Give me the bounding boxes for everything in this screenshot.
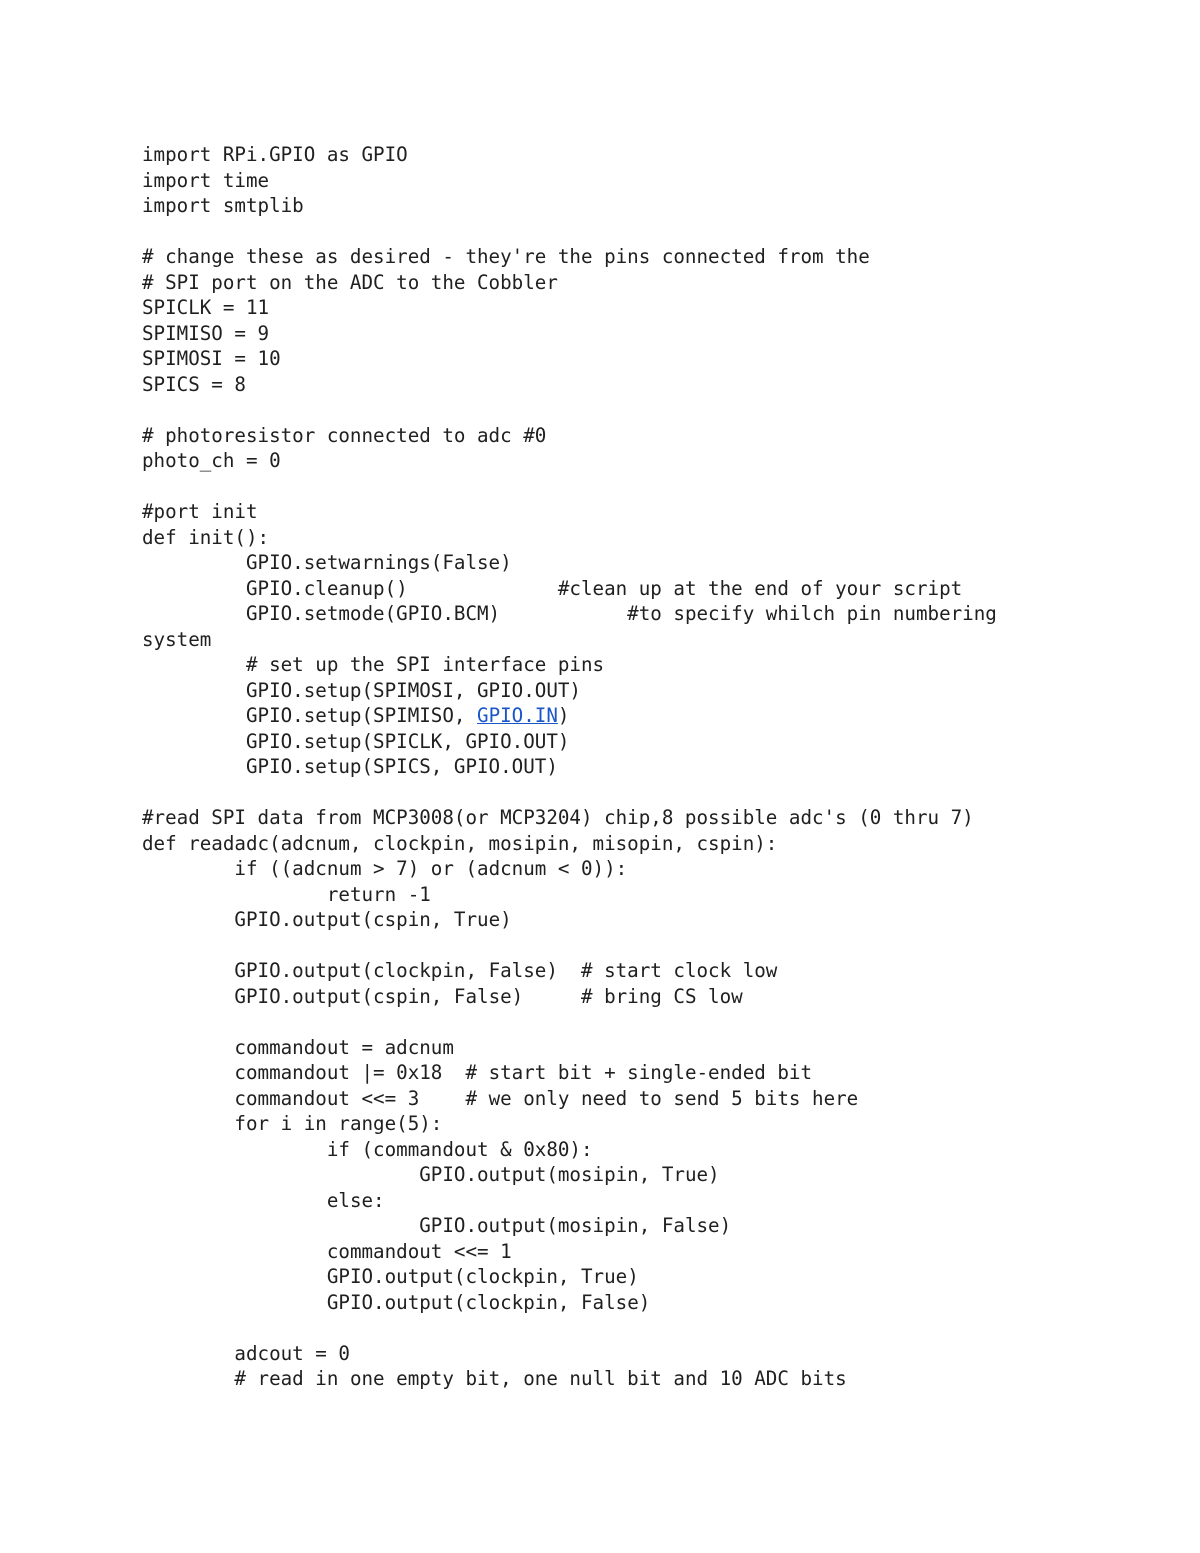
code-line: [142, 1341, 1142, 1367]
code-line: [142, 601, 1142, 627]
code-text: import RPi.GPIO as GPIO: [142, 143, 408, 166]
code-text: GPIO.setup(SPIMOSI, GPIO.OUT): [245, 678, 581, 702]
code-text: if (commandout & 0x80):: [326, 1137, 593, 1161]
code-text: GPIO.cleanup() #clean up at the end of your script: [245, 576, 963, 600]
code-text-after-link: ): [557, 704, 570, 727]
code-text: # SPI port on the ADC to the Cobbler: [142, 270, 558, 294]
code-line: [142, 780, 1142, 806]
code-text: #port init: [142, 500, 258, 523]
code-line: [142, 1188, 1142, 1214]
code-line: [142, 856, 1142, 882]
code-text: # set up the SPI interface pins: [245, 653, 605, 676]
code-line: [142, 474, 1142, 500]
code-indent: [142, 883, 327, 906]
code-text: system: [142, 627, 212, 651]
code-text: GPIO.setup(SPIMISO,: [245, 704, 478, 727]
code-indent: [142, 857, 234, 880]
code-indent: [142, 1342, 234, 1365]
code-line: [142, 754, 1142, 780]
code-line: [142, 882, 1142, 908]
code-line: [142, 831, 1142, 857]
code-text: GPIO.setup(SPICS, GPIO.OUT): [245, 755, 558, 778]
code-line: [142, 397, 1142, 423]
code-text: SPIMOSI = 10: [142, 347, 281, 370]
code-text: GPIO.output(clockpin, False) # start clock low: [234, 959, 778, 982]
code-line: [142, 1035, 1142, 1061]
code-line: [142, 244, 1142, 270]
code-indent: [142, 1163, 419, 1186]
code-text: GPIO.output(clockpin, True): [326, 1265, 639, 1288]
code-text: for i in range(5):: [234, 1112, 443, 1135]
code-line: [142, 678, 1142, 704]
code-line: [142, 907, 1142, 933]
code-text: # change these as desired - they're the pins connected from the: [142, 245, 870, 268]
code-indent: [142, 1214, 419, 1237]
code-line: [142, 423, 1142, 449]
code-line: [142, 1213, 1142, 1239]
code-line: [142, 1366, 1142, 1392]
code-indent: [142, 653, 246, 676]
code-line: [142, 346, 1142, 372]
code-line: [142, 168, 1142, 194]
code-text: commandout <<= 3 # we only need to send 5 bits here: [234, 1086, 859, 1110]
code-line: [142, 729, 1142, 755]
code-text: photo_ch = 0: [142, 449, 281, 472]
code-line: [142, 933, 1142, 959]
code-listing: [142, 142, 1142, 1392]
code-line: [142, 1162, 1142, 1188]
code-line: [142, 295, 1142, 321]
code-text: # photoresistor connected to adc #0: [142, 423, 547, 447]
code-text: def init():: [142, 525, 270, 549]
code-indent: [142, 985, 234, 1008]
code-indent: [142, 1367, 234, 1390]
code-line: [142, 1111, 1142, 1137]
code-text: else:: [326, 1188, 385, 1212]
code-text: SPIMISO = 9: [142, 321, 270, 345]
code-indent: [142, 1138, 327, 1161]
code-indent: [142, 1189, 327, 1212]
code-text: return -1: [326, 882, 431, 906]
code-line: [142, 703, 1142, 729]
code-line: [142, 1009, 1142, 1035]
code-text: # read in one empty bit, one null bit and 10 ADC bits: [234, 1367, 847, 1390]
code-text: commandout |= 0x18 # start bit + single-ended bit: [234, 1061, 813, 1084]
code-indent: [142, 959, 234, 982]
code-line: [142, 448, 1142, 474]
code-text: GPIO.output(clockpin, False): [326, 1290, 651, 1314]
code-line: [142, 219, 1142, 245]
code-text: GPIO.output(cspin, True): [234, 908, 512, 931]
code-line: [142, 142, 1142, 168]
code-line: [142, 270, 1142, 296]
code-indent: [142, 730, 246, 753]
code-line: [142, 1060, 1142, 1086]
code-indent: [142, 679, 246, 702]
code-text: GPIO.setup(SPICLK, GPIO.OUT): [245, 729, 570, 753]
code-line: [142, 321, 1142, 347]
code-text: GPIO.output(mosipin, False): [419, 1214, 732, 1237]
code-indent: [142, 1240, 327, 1263]
code-indent: [142, 755, 246, 778]
code-line: [142, 525, 1142, 551]
code-line: [142, 984, 1142, 1010]
code-line: [142, 372, 1142, 398]
code-text: GPIO.output(mosipin, True): [419, 1163, 720, 1186]
code-indent: [142, 1291, 327, 1314]
code-indent: [142, 1061, 234, 1084]
code-line: [142, 550, 1142, 576]
code-text: GPIO.setwarnings(False): [245, 551, 512, 574]
code-line: [142, 1290, 1142, 1316]
code-line: [142, 652, 1142, 678]
code-line: [142, 805, 1142, 831]
code-indent: [142, 704, 246, 727]
code-indent: [142, 577, 246, 600]
code-indent: [142, 1112, 234, 1135]
code-indent: [142, 602, 246, 625]
code-line: [142, 576, 1142, 602]
code-line: [142, 1239, 1142, 1265]
code-text: GPIO.setmode(GPIO.BCM) #to specify whilch pin numbering: [245, 602, 997, 625]
code-text: #read SPI data from MCP3008(or MCP3204) chip,8 possible adc's (0 thru 7): [142, 806, 974, 829]
code-text: adcout = 0: [234, 1341, 350, 1365]
code-indent: [142, 908, 234, 931]
code-indent: [142, 551, 246, 574]
code-text: GPIO.output(cspin, False) # bring CS low: [234, 984, 743, 1008]
code-text: SPICLK = 11: [142, 296, 270, 319]
code-indent: [142, 1265, 327, 1288]
code-line: [142, 193, 1142, 219]
code-line: [142, 627, 1142, 653]
code-indent: [142, 1036, 234, 1059]
code-indent: [142, 1087, 234, 1110]
code-text: SPICS = 8: [142, 372, 246, 396]
code-text: def readadc(adcnum, clockpin, mosipin, misopin, cspin):: [142, 831, 778, 855]
code-line: [142, 958, 1142, 984]
code-line: [142, 1137, 1142, 1163]
code-text: if ((adcnum > 7) or (adcnum < 0)):: [234, 857, 628, 880]
code-line: [142, 1086, 1142, 1112]
code-text: commandout = adcnum: [234, 1035, 454, 1059]
gpio-in-link[interactable]: GPIO.IN: [477, 704, 558, 727]
code-line: [142, 1315, 1142, 1341]
code-text: import smtplib: [142, 194, 304, 217]
code-line: [142, 499, 1142, 525]
code-text: commandout <<= 1: [326, 1239, 512, 1263]
code-text: import time: [142, 168, 270, 192]
code-line: [142, 1264, 1142, 1290]
